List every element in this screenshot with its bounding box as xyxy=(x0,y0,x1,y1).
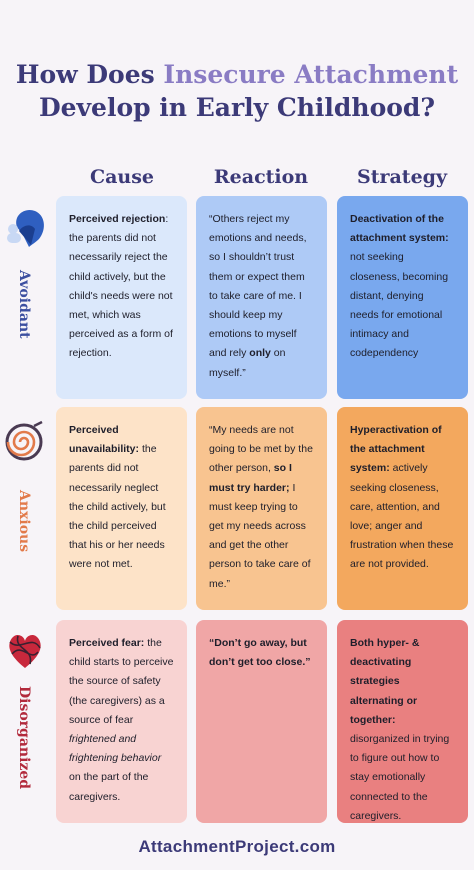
hand-reaching-icon xyxy=(5,205,47,249)
card-text: “My needs are not going to be met by the other person, xyxy=(209,424,313,475)
card-italic: frightened and frightening behavior xyxy=(69,733,162,765)
card-heading: Perceived rejection xyxy=(69,213,166,225)
card-emphasis: “Don’t go away, but don’t get too close.” xyxy=(209,637,311,669)
page-title xyxy=(0,58,474,124)
row-label-disorganized: Disorganized xyxy=(16,686,32,790)
card-text: the child starts to perceive the source of safety (the caregivers) as a source of fear xyxy=(69,637,174,726)
card-heading: Perceived unavailability: xyxy=(69,424,140,456)
card-heading: Deactivation of the attachment system: xyxy=(350,213,449,245)
row-label-anxious: Anxious xyxy=(16,490,32,553)
card-text: on the part of the caregivers. xyxy=(69,771,149,803)
card-text: I must keep trying to get my needs across and get the other person to take care of me.” xyxy=(209,481,311,590)
card-avoidant-cause xyxy=(56,196,187,399)
footer-website-link[interactable]: AttachmentProject.com xyxy=(138,837,336,856)
title-line-1 xyxy=(0,58,474,91)
row-label-avoidant: Avoidant xyxy=(16,270,32,339)
card-disorganized-reaction xyxy=(196,620,327,823)
column-header-cause: Cause xyxy=(89,166,155,188)
column-header-strategy: Strategy xyxy=(356,166,447,188)
title-text: How Does xyxy=(15,60,164,89)
card-heading: Hyperactivation of the attachment system: xyxy=(350,424,442,475)
card-text: “Others reject my emotions and needs, so I shouldn’t trust them or expect them to take care of me. I should keep my emotions to myself and rely xyxy=(209,213,307,360)
card-anxious-reaction xyxy=(196,407,327,610)
card-text: disorganized in trying to figure out how to stay emotionally connected to the caregivers. xyxy=(350,733,450,822)
card-avoidant-strategy xyxy=(337,196,468,399)
tangled-heart-icon xyxy=(4,628,46,672)
card-text: actively seeking closeness, care, attention, and love; anger and frustration when these are not provided. xyxy=(350,462,454,571)
card-text: not seeking closeness, becoming distant, denying needs for emotional intimacy and codependency xyxy=(350,251,449,360)
card-emphasis: only xyxy=(249,347,271,360)
card-text: : the parents did not necessarily reject the child actively, but the child's needs were not met, which was perceived as a form of rejection. xyxy=(69,213,173,360)
card-heading: Both hyper- & deactivating strategies alternating or together: xyxy=(350,637,420,726)
title-line-2: Develop in Early Childhood? xyxy=(38,93,436,122)
card-disorganized-cause xyxy=(56,620,187,823)
card-anxious-strategy xyxy=(337,407,468,610)
card-text: on myself.” xyxy=(209,347,286,379)
column-header-reaction: Reaction xyxy=(213,166,309,188)
card-avoidant-reaction xyxy=(196,196,327,399)
card-anxious-cause xyxy=(56,407,187,610)
card-emphasis: so I must try harder; xyxy=(209,462,292,494)
card-heading: Perceived fear: xyxy=(69,637,145,649)
spiral-icon xyxy=(4,420,46,464)
card-text: the parents did not necessarily neglect the child actively, but the child perceived that his or her needs were not met. xyxy=(69,443,166,571)
card-disorganized-strategy xyxy=(337,620,468,823)
title-highlight: Insecure Attachment xyxy=(163,60,459,89)
